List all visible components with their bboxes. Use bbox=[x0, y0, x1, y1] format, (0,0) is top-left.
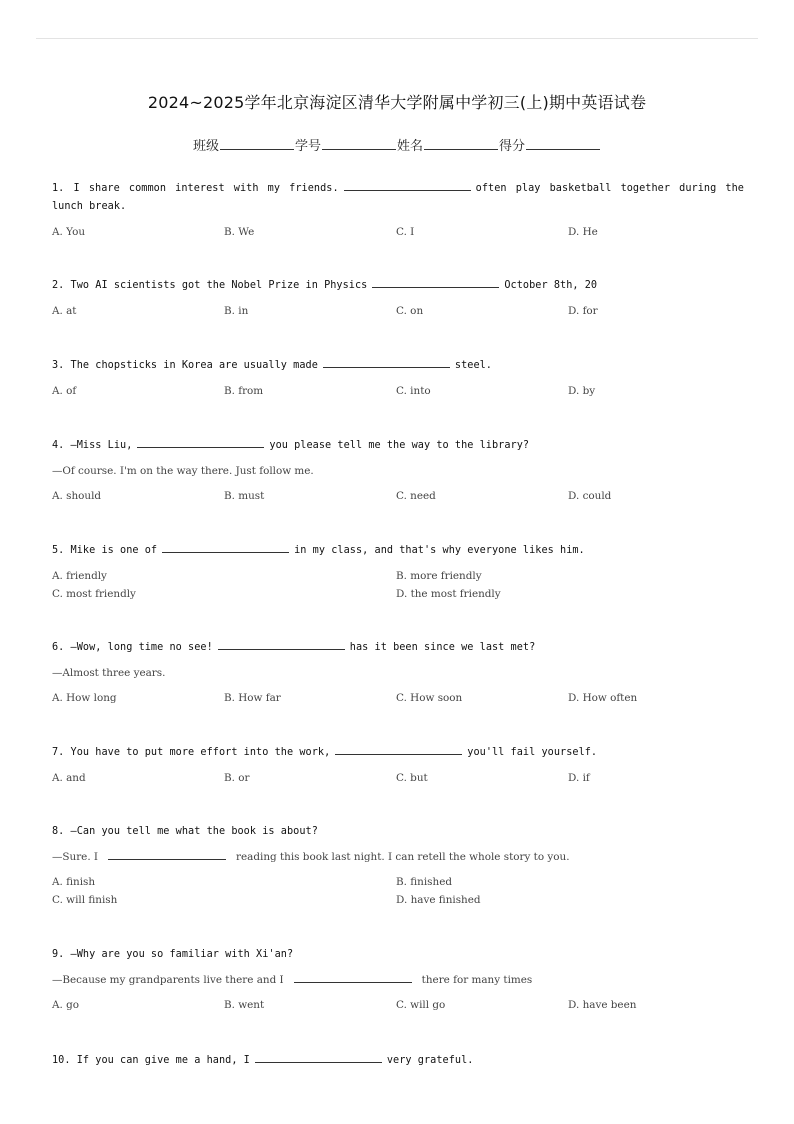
dialogue-reply: —Of course. I'm on the way there. Just follow me. bbox=[52, 465, 314, 477]
options bbox=[52, 873, 744, 909]
option-c[interactable]: C. I bbox=[396, 226, 415, 238]
answer-blank[interactable] bbox=[218, 638, 345, 650]
option-b[interactable]: B. or bbox=[224, 772, 250, 784]
question-stem: 1. I share common interest with my friends. often play basketball together during the lunch break. bbox=[52, 179, 744, 216]
answer-blank[interactable] bbox=[344, 179, 471, 191]
answer-blank[interactable] bbox=[137, 436, 264, 448]
dialogue-reply: —Almost three years. bbox=[52, 667, 166, 679]
dialogue-reply: —Because my grandparents live there and I there for many times bbox=[52, 971, 744, 989]
option-b[interactable]: B. must bbox=[224, 490, 265, 502]
question-stem: 10. If you can give me a hand, I very grateful. bbox=[52, 1051, 744, 1070]
answer-blank[interactable] bbox=[162, 541, 289, 553]
option-a[interactable]: A. and bbox=[52, 772, 86, 784]
student-id-label: 学号 bbox=[294, 139, 321, 154]
option-b[interactable]: B. from bbox=[224, 385, 264, 397]
option-c[interactable]: C. will finish bbox=[52, 894, 118, 906]
option-d[interactable]: D. could bbox=[568, 490, 612, 502]
option-c[interactable]: C. will go bbox=[396, 999, 446, 1011]
option-b[interactable]: B. more friendly bbox=[396, 570, 482, 582]
question-stem: 3. The chopsticks in Korea are usually made steel. bbox=[52, 356, 744, 375]
score-label: 得分 bbox=[499, 139, 526, 154]
question-8 bbox=[52, 823, 744, 909]
option-a[interactable]: A. finish bbox=[52, 876, 96, 888]
page-title: 2024~2025学年北京海淀区清华大学附属中学初三(上)期中英语试卷 bbox=[147, 93, 647, 112]
question-stem: 9. —Why are you so familiar with Xi'an? bbox=[52, 949, 294, 960]
question-2 bbox=[52, 276, 744, 320]
answer-blank[interactable] bbox=[335, 743, 462, 755]
option-d[interactable]: D. the most friendly bbox=[396, 588, 501, 600]
question-stem: 5. Mike is one of in my class, and that's why everyone likes him. bbox=[52, 541, 744, 560]
class-label: 班级 bbox=[192, 139, 219, 154]
option-a[interactable]: A. go bbox=[52, 999, 80, 1011]
answer-blank[interactable] bbox=[294, 971, 412, 983]
option-a[interactable]: A. of bbox=[52, 385, 77, 397]
options bbox=[52, 567, 744, 603]
option-a[interactable]: A. You bbox=[52, 226, 86, 238]
answer-blank[interactable] bbox=[372, 276, 499, 288]
option-c[interactable]: C. most friendly bbox=[52, 588, 136, 600]
option-c[interactable]: C. need bbox=[396, 490, 436, 502]
option-c[interactable]: C. on bbox=[396, 305, 424, 317]
options bbox=[52, 382, 744, 400]
option-a[interactable]: A. How long bbox=[52, 692, 117, 704]
question-9 bbox=[52, 946, 744, 1014]
dialogue-reply: —Sure. I reading this book last night. I can retell the whole story to you. bbox=[52, 848, 744, 866]
question-4 bbox=[52, 436, 744, 505]
question-7 bbox=[52, 743, 744, 787]
student-info-line bbox=[0, 135, 794, 154]
option-d[interactable]: D. if bbox=[568, 772, 590, 784]
option-b[interactable]: B. went bbox=[224, 999, 265, 1011]
answer-blank[interactable] bbox=[108, 848, 226, 860]
answer-blank[interactable] bbox=[255, 1051, 382, 1063]
question-stem: 4. —Miss Liu, you please tell me the way to the library? bbox=[52, 436, 744, 455]
score-blank[interactable] bbox=[526, 137, 600, 150]
question-stem: 2. Two AI scientists got the Nobel Prize in Physics October 8th, 20 bbox=[52, 276, 744, 295]
question-3 bbox=[52, 356, 744, 400]
option-a[interactable]: A. should bbox=[52, 490, 102, 502]
option-b[interactable]: B. We bbox=[224, 226, 255, 238]
question-stem: 7. You have to put more effort into the work, you'll fail yourself. bbox=[52, 743, 744, 762]
question-1 bbox=[52, 179, 744, 241]
question-stem: 8. —Can you tell me what the book is about? bbox=[52, 826, 318, 837]
question-stem: 6. —Wow, long time no see! has it been since we last met? bbox=[52, 638, 744, 657]
option-d[interactable]: D. have been bbox=[568, 999, 637, 1011]
options bbox=[52, 302, 744, 320]
options bbox=[52, 689, 744, 707]
option-c[interactable]: C. into bbox=[396, 385, 431, 397]
question-10 bbox=[52, 1051, 744, 1070]
class-blank[interactable] bbox=[220, 137, 294, 150]
options bbox=[52, 487, 744, 505]
header-divider bbox=[36, 38, 758, 39]
student-id-blank[interactable] bbox=[322, 137, 396, 150]
options bbox=[52, 769, 744, 787]
option-d[interactable]: D. How often bbox=[568, 692, 638, 704]
options bbox=[52, 223, 744, 241]
question-5 bbox=[52, 541, 744, 603]
options bbox=[52, 996, 744, 1014]
option-c[interactable]: C. How soon bbox=[396, 692, 463, 704]
option-b[interactable]: B. in bbox=[224, 305, 249, 317]
option-b[interactable]: B. finished bbox=[396, 876, 453, 888]
option-d[interactable]: D. He bbox=[568, 226, 598, 238]
name-blank[interactable] bbox=[424, 137, 498, 150]
option-d[interactable]: D. have finished bbox=[396, 894, 481, 906]
option-a[interactable]: A. friendly bbox=[52, 570, 107, 582]
option-d[interactable]: D. for bbox=[568, 305, 598, 317]
name-label: 姓名 bbox=[397, 139, 424, 154]
question-6 bbox=[52, 638, 744, 707]
option-d[interactable]: D. by bbox=[568, 385, 596, 397]
option-a[interactable]: A. at bbox=[52, 305, 77, 317]
option-c[interactable]: C. but bbox=[396, 772, 428, 784]
option-b[interactable]: B. How far bbox=[224, 692, 281, 704]
answer-blank[interactable] bbox=[323, 356, 450, 368]
